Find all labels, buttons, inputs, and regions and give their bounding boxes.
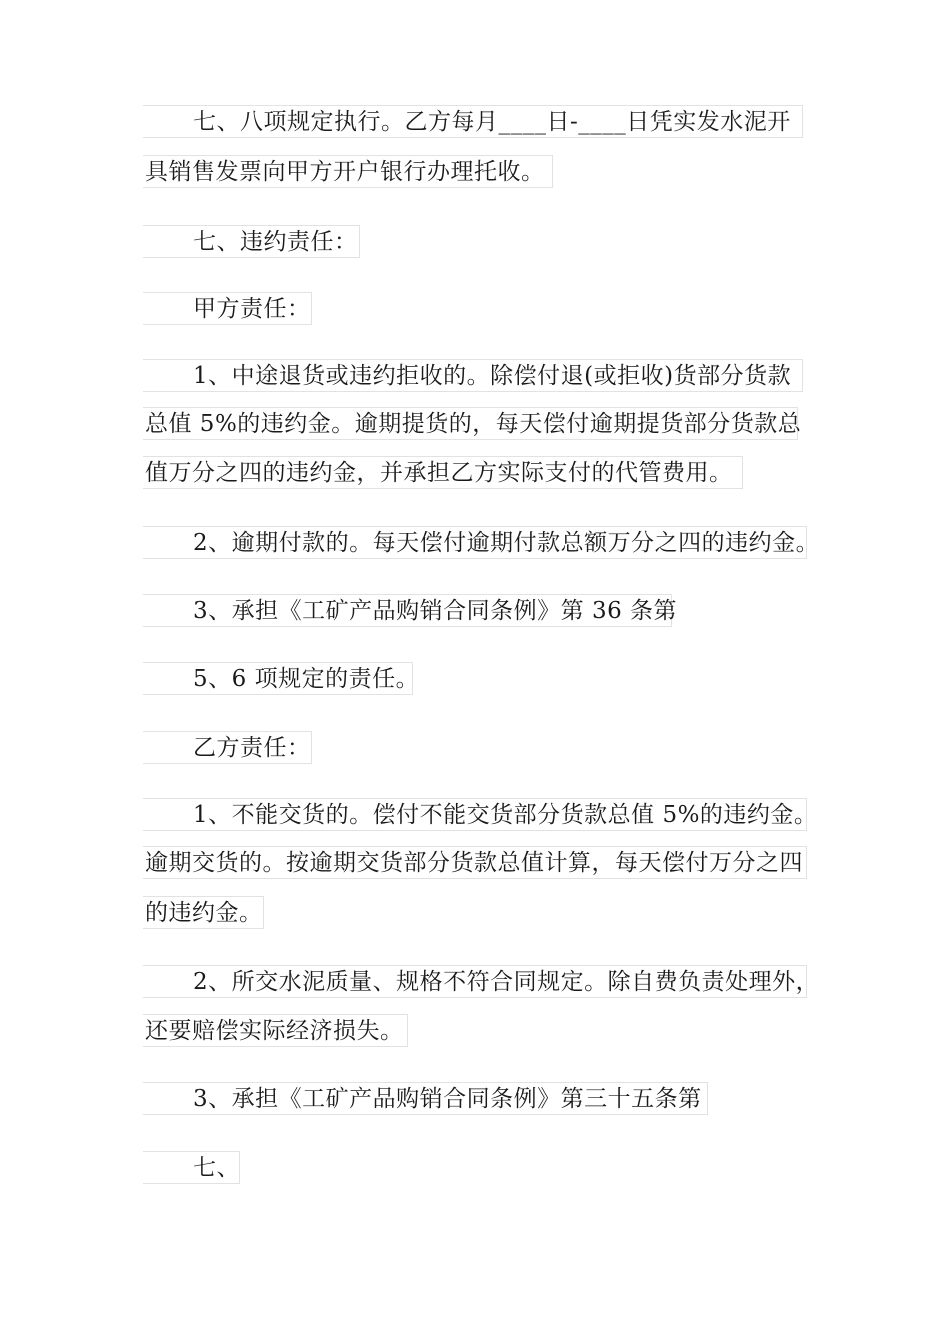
text-line: 值万分之四的违约金，并承担乙方实际支付的代管费用。 <box>143 456 743 489</box>
text-line: 逾期交货的。按逾期交货部分货款总值计算，每天偿付万分之四 <box>143 846 807 879</box>
party-heading: 乙方责任： <box>143 731 312 764</box>
text-line: 3、承担《工矿产品购销合同条例》第三十五条第 <box>143 1082 708 1115</box>
text-line: 1、中途退货或违约拒收的。除偿付退(或拒收)货部分货款 <box>143 359 803 392</box>
text-line: 七、八项规定执行。乙方每月____日-____日凭实发水泥开 <box>143 105 803 138</box>
text-line: 1、不能交货的。偿付不能交货部分货款总值 5%的违约金。 <box>143 798 807 831</box>
text-line: 具销售发票向甲方开户银行办理托收。 <box>143 155 553 188</box>
text-line: 总值 5%的违约金。逾期提货的，每天偿付逾期提货部分货款总 <box>143 407 798 440</box>
section-heading: 七、 <box>143 1151 240 1184</box>
party-heading: 甲方责任： <box>143 292 312 325</box>
text-line: 2、逾期付款的。每天偿付逾期付款总额万分之四的违约金。 <box>143 526 807 559</box>
section-heading: 七、违约责任： <box>143 225 360 258</box>
text-line: 3、承担《工矿产品购销合同条例》第 36 条第 <box>143 594 672 627</box>
text-line: 5、6 项规定的责任。 <box>143 662 413 695</box>
text-line: 还要赔偿实际经济损失。 <box>143 1014 408 1047</box>
text-line: 2、所交水泥质量、规格不符合同规定。除自费负责处理外， <box>143 965 807 998</box>
text-line: 的违约金。 <box>143 896 264 929</box>
